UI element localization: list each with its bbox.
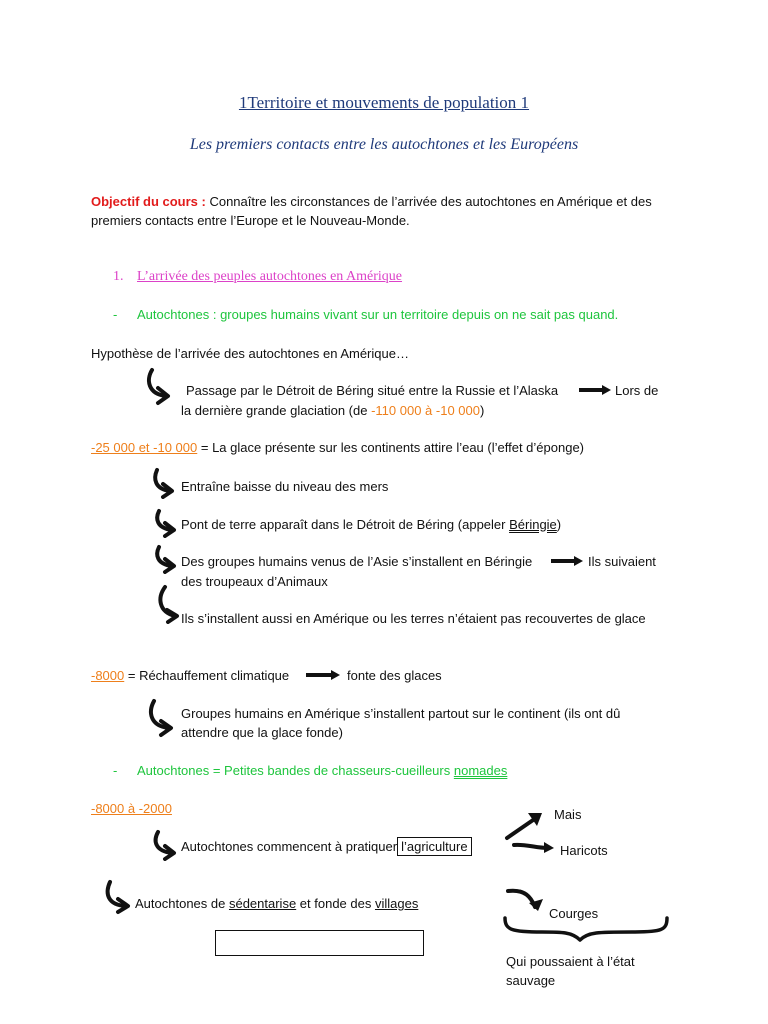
section-number: 1.: [113, 269, 124, 284]
passage-line-2: [181, 402, 484, 420]
hook-arrow-icon: [144, 366, 174, 406]
crop-haricots: Haricots: [560, 843, 608, 858]
glaciation-range: -110 000 à -10 000: [371, 403, 480, 418]
bullet-dash: -: [113, 307, 118, 322]
section-title: L’arrivée des peuples autochtones en Amérique: [137, 269, 403, 284]
agriculture-term: l’agriculture: [397, 837, 471, 856]
hypothesis-text: Hypothèse de l’arrivée des autochtones en Amérique…: [91, 346, 409, 361]
period-2-line: [91, 667, 289, 685]
effect-2-close: ): [556, 517, 562, 532]
sedentarise-term: sédentarise: [228, 896, 297, 911]
section-1-heading: [113, 268, 402, 286]
crop-mais: Mais: [554, 807, 582, 822]
period-1-range: -25 000 et -10 000: [91, 440, 198, 455]
period-2-sub-2: attendre que la glace fonde): [181, 725, 343, 740]
right-arrow-icon: [578, 384, 612, 396]
crops-note-line-2: sauvage: [506, 973, 556, 988]
period-2-range: -8000: [91, 668, 125, 683]
passage-text: Passage par le Détroit de Béring situé entre la Russie et l’Alaska: [186, 383, 559, 398]
curly-brace-icon: [502, 912, 672, 946]
right-arrow-icon: [512, 840, 556, 854]
effect-3-after-arrow: Ils suivaient: [588, 554, 656, 569]
passage-close: ): [479, 403, 485, 418]
hook-arrow-icon: [152, 508, 180, 538]
page-subtitle: Les premiers contacts entre les autochtones et les Européens: [189, 136, 579, 153]
empty-answer-box: [215, 930, 424, 956]
effect-2: [181, 516, 561, 534]
bullet-2: [113, 762, 507, 780]
bullet-text: Autochtones : groupes humains vivant sur un territoire depuis on ne sait pas quand.: [136, 307, 619, 322]
objective-text-1: Connaître les circonstances de l’arrivée des autochtones en Amérique et des: [205, 194, 652, 209]
up-right-arrow-icon: [504, 808, 546, 842]
beringie-term: Béringie: [509, 517, 557, 532]
period-1-text: = La glace présente sur les continents attire l’eau (l’effet d’éponge): [197, 440, 584, 455]
hook-arrow-icon: [150, 467, 178, 499]
passage-text-2: la dernière grande glaciation (de: [181, 403, 372, 418]
bullet-text: Autochtones = Petites bandes de chasseurs-cueilleurs: [136, 763, 454, 778]
villages-term: villages: [374, 896, 419, 911]
period-1-line: [91, 439, 584, 457]
hook-arrow-icon: [155, 584, 183, 624]
effect-4: Ils s’installent aussi en Amérique ou les terres n’étaient pas recouvertes de glace: [181, 611, 646, 626]
period-3-range: -8000 à -2000: [91, 801, 172, 816]
passage-line-1: [186, 382, 558, 400]
passage-after-arrow: Lors de: [615, 383, 659, 398]
right-arrow-icon: [550, 555, 584, 567]
effect-2-text: Pont de terre apparaît dans le Détroit de Béring (appeler: [181, 517, 510, 532]
objective-label: Objectif du cours :: [91, 194, 206, 209]
agriculture-line: [181, 838, 472, 856]
hook-arrow-icon: [152, 544, 180, 574]
crops-note-line-1: Qui poussaient à l’état: [506, 954, 635, 969]
objective-line-2: premiers contacts entre l’Europe et le Nouveau-Monde.: [91, 213, 410, 228]
bullet-dash: -: [113, 763, 118, 778]
page-title: 1Territoire et mouvements de population 1: [238, 93, 530, 112]
effect-1: Entraîne baisse du niveau des mers: [181, 479, 389, 494]
right-arrow-icon: [305, 669, 341, 681]
hook-arrow-icon: [145, 698, 177, 738]
nomades-term: nomades: [453, 763, 508, 778]
objective-line-1: [91, 193, 652, 211]
sedentarisation-line: [135, 895, 418, 913]
period-2-sub-1: Groupes humains en Amérique s’installent partout sur le continent (ils ont dû: [181, 706, 621, 721]
period-2-after-arrow: fonte des glaces: [347, 668, 442, 683]
hook-arrow-icon: [102, 879, 134, 915]
sedentarisation-mid: et fonde des: [296, 896, 375, 911]
hook-arrow-icon: [150, 829, 180, 861]
period-2-text: = Réchauffement climatique: [124, 668, 290, 683]
bullet-1: [113, 306, 618, 324]
crop-courges: Courges: [549, 906, 599, 921]
sedentarisation-text: Autochtones de: [135, 896, 229, 911]
agriculture-text: Autochtones commencent à pratiquer: [181, 839, 398, 854]
effect-3-line-1: Des groupes humains venus de l’Asie s’installent en Béringie: [181, 554, 533, 569]
effect-3-line-2: des troupeaux d’Animaux: [181, 574, 328, 589]
